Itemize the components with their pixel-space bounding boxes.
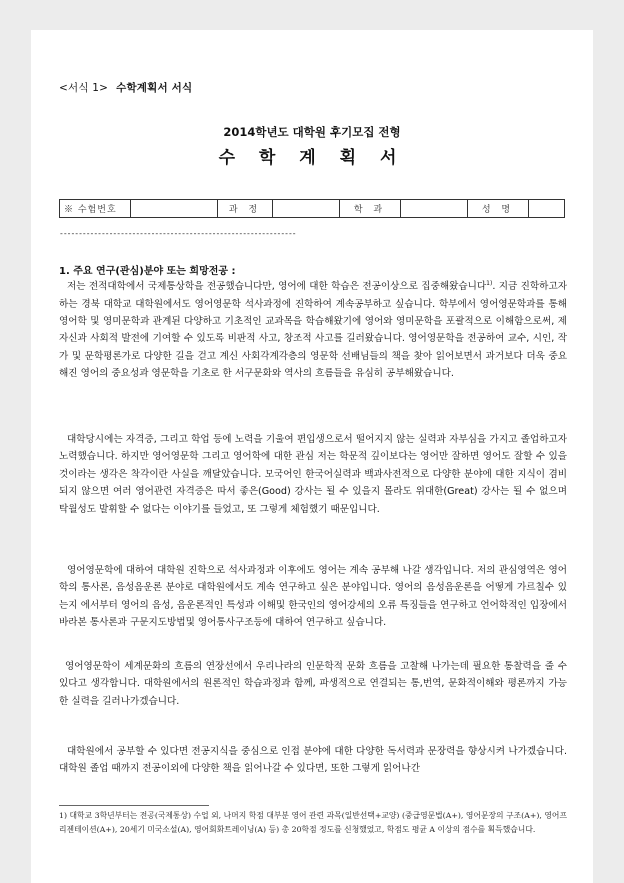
exam-number-label: ※ 수험번호	[60, 200, 131, 218]
department-label: 학 과	[340, 200, 401, 218]
exam-number-field[interactable]	[131, 200, 218, 218]
applicant-info-table	[59, 199, 565, 218]
footnote-ref[interactable]: 1)	[486, 280, 493, 287]
paragraph-1	[59, 275, 567, 383]
paragraph-1-rest: . 지금 진학하고자 하는 경북 대학교 대학원에서도 영어영문학 석사과정에 진학하여 계속공부하고 싶습니다. 학부에서 영어영문학과를 통해 영어학 및 영미문학과 관계된 다양하고 기초적인 교과목을 학습해왔기에 영어와 영미문학을 포괄적으로 이해함으로써, 제자신과 사회적 발전에 기여할 수 있도록 비판적 사고, 창조적 사고를 길러왔습니다. 영어영문학을 전공하여 교수, 시인, 작가 및 문학평론가로 다양한 길을 걷고 계신 사회각계각층의 영문학 선배님들의 책을 찾아 읽어보면서 과거보다 더욱 중요해진 영어의 중요성과 영문학을 기초로 한 서구문화와 역사의 흐름들을 유심히 공부해왔습니다.	[59, 281, 567, 380]
footnote: 1) 대학교 3학년부터는 전공(국제통상) 수업 외, 나머지 학점 대부분 영어 관련 과목(일반선택+교양) (중급영문법(A+), 영어문장의 구조(A+), 영어프리젠테이션(A+), 20세기 미국소설(A), 영어회화트레이닝(A) 등) 총 20학점 정도를 신청했었고, 학점도 평균 A 이상의 점수를 획득했습니다.	[59, 811, 567, 835]
paragraph-4: 영어영문학이 세계문화의 흐름의 연장선에서 우리나라의 인문학적 문화 흐름을 고찰해 나가는데 필요한 통찰력을 줄 수 있다고 생각합니다. 대학원에서의 원론적인 학습과정과 함께, 파생적으로 연결되는 통,번역, 문화적이해와 평론까지 가능한 실력을 길러나가겠습니다.	[59, 661, 567, 707]
paragraph-3: 영어영문학에 대하여 대학원 진학으로 석사과정과 이후에도 영어는 계속 공부해 나갈 생각입니다. 저의 관심영역은 영어학의 통사론, 음성음운론 분야로 대학원에서도 계속 연구하고 싶은 분야입니다. 영어의 음성음운론을 어떻게 가르칠수 있는지 에서부터 영어의 음성, 음운론적인 특성과 이해및 한국인의 영어강세의 오류 특징들을 연구하고 언어학적인 입장에서 바라본 통사론과 구문지도방법및 영어통사구조등에 대하여 연구하고 싶습니다.	[59, 565, 567, 629]
form-name: 수학계획서 서식	[116, 82, 193, 94]
course-label: 과 정	[218, 200, 273, 218]
paragraph-1-text: 저는 전적대학에서 국제통상학을 전공했습니다만, 영어에 대한 학습은 전공이상으로 집중해왔습니다	[67, 281, 487, 293]
form-label	[59, 80, 192, 95]
paragraph-5: 대학원에서 공부할 수 있다면 전공지식을 중심으로 인접 분야에 대한 다양한 독서력과 문장력을 향상시켜 나가겠습니다. 대학원 졸업 때까지 전공이외에 다양한 책을 읽어나갈 수 있다면, 또한 그렇게 읽어나간	[59, 746, 567, 775]
name-label: 성 명	[468, 200, 529, 218]
form-number: <서식 1>	[59, 82, 109, 94]
paragraph-2: 대학당시에는 자격증, 그리고 학업 등에 노력을 기울여 편입생으로서 떨어지지 않는 실력과 자부심을 가지고 졸업하고자 노력했습니다. 하지만 영어영문학 그리고 영어학에 대한 관심 저는 학문적 깊이보다는 영어만 잘하면 영어도 잘할 수 있을 것이라는 생각은 착각이란 사실을 깨달았습니다. 모국어인 한국어실력과 백과사전적으로 다양한 분야에 대한 지식이 겸비되지 않으면 여러 영어관련 자격증은 따서 좋은(Good) 강사는 될 수 있을지 몰라도 위대한(Great) 강사는 될 수 없으며 탁월성도 발휘할 수 없다는 이야기를 들었고, 또 그렇게 체험했기 때문입니다.	[59, 434, 567, 515]
name-field[interactable]	[529, 200, 565, 218]
document-subtitle: 2014학년도 대학원 후기모집 전형	[223, 125, 401, 139]
divider-line: --------------------------------------------------------------	[59, 229, 296, 238]
document-title: 수 학 계 획 서	[218, 148, 406, 168]
department-field[interactable]	[401, 200, 468, 218]
footnote-separator	[59, 805, 209, 806]
document-page	[31, 30, 593, 883]
course-field[interactable]	[273, 200, 340, 218]
section-heading: 1. 주요 연구(관심)분야 또는 희망전공 :	[59, 266, 236, 277]
